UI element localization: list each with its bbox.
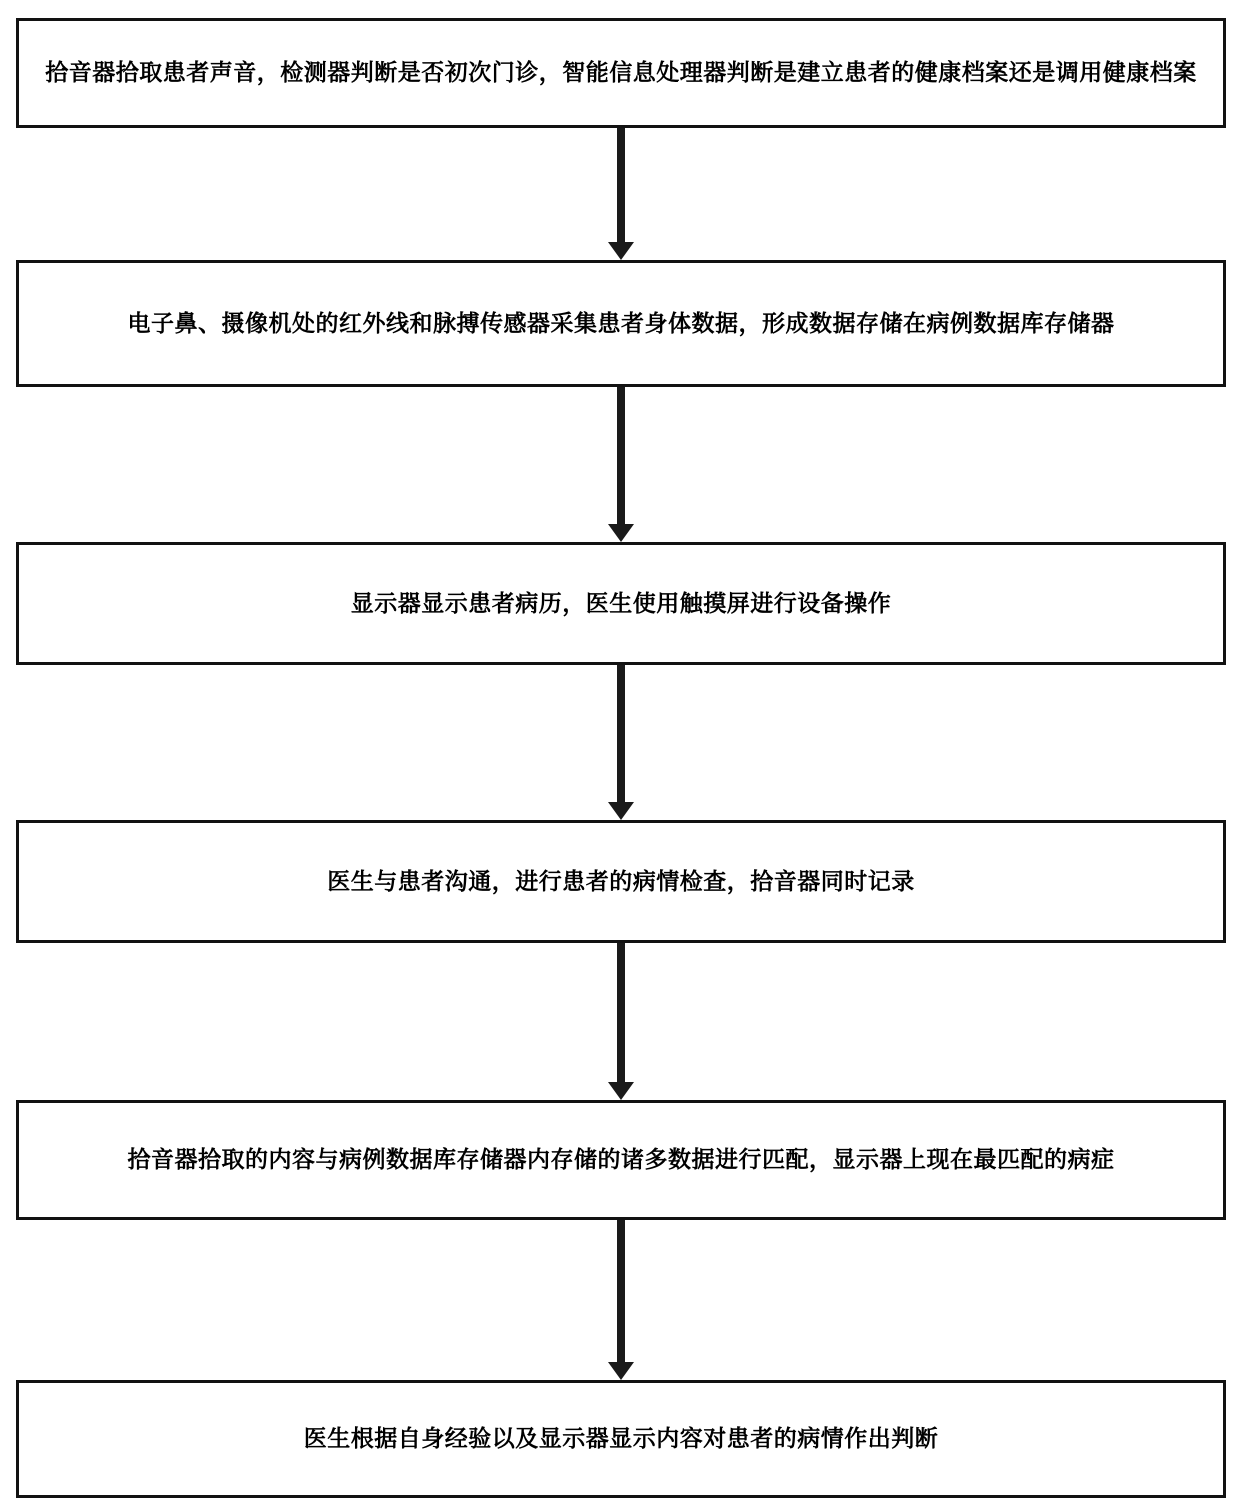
connector-step1-step2 (608, 128, 634, 260)
flow-node-step3-label: 显示器显示患者病历，医生使用触摸屏进行设备操作 (350, 589, 892, 616)
connector-line (617, 128, 625, 242)
flow-node-step3 (16, 542, 1226, 665)
flow-node-step2-label: 电子鼻、摄像机处的红外线和脉搏传感器采集患者身体数据，形成数据存储在病例数据库存储器 (127, 309, 1115, 336)
arrowhead-down-icon (608, 802, 634, 820)
flow-node-step4-label: 医生与患者沟通，进行患者的病情检查，拾音器同时记录 (327, 867, 915, 894)
arrowhead-down-icon (608, 242, 634, 260)
arrowhead-down-icon (608, 1082, 634, 1100)
flow-node-step5-label: 拾音器拾取的内容与病例数据库存储器内存储的诸多数据进行匹配，显示器上现在最匹配的病症 (127, 1146, 1115, 1173)
connector-line (617, 943, 625, 1082)
connector-step2-step3 (608, 387, 634, 542)
connector-step4-step5 (608, 943, 634, 1100)
flow-node-step5 (16, 1100, 1226, 1220)
connector-step5-step6 (608, 1220, 634, 1380)
arrowhead-down-icon (608, 524, 634, 542)
flow-node-step1-label: 拾音器拾取患者声音，检测器判断是否初次门诊，智能信息处理器判断是建立患者的健康档案还是调用健康档案 (45, 59, 1197, 86)
connector-line (617, 1220, 625, 1362)
flow-node-step1 (16, 18, 1226, 128)
arrowhead-down-icon (608, 1362, 634, 1380)
connector-line (617, 665, 625, 802)
flow-node-step6-label: 医生根据自身经验以及显示器显示内容对患者的病情作出判断 (303, 1425, 939, 1452)
flow-node-step4 (16, 820, 1226, 943)
flow-node-step2 (16, 260, 1226, 387)
connector-step3-step4 (608, 665, 634, 820)
flow-node-step6 (16, 1380, 1226, 1498)
connector-line (617, 387, 625, 524)
